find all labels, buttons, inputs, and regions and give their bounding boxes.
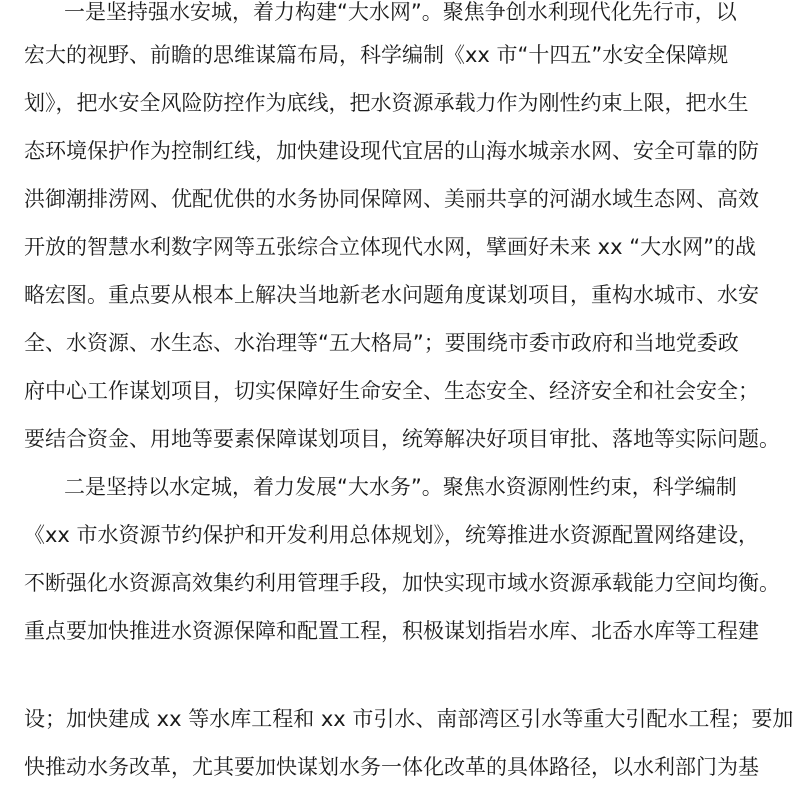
paragraph-1-line-7: 略宏图。重点要从根本上解决当地新老水问题角度谋划项目，重构水城市、水安 <box>24 283 759 307</box>
paragraph-1-line-3: 划》，把水安全风险防控作为底线，把水资源承载力作为刚性约束上限，把水生 <box>24 91 749 115</box>
paragraph-1-line-10: 要结合资金、用地等要素保障谋划项目，统筹解决好项目审批、落地等实际问题。 <box>24 427 780 451</box>
paragraph-2-line-2: 《xx 市水资源节约保护和开发利用总体规划》，统筹推进水资源配置网络建设， <box>24 523 760 547</box>
paragraph-1-line-8: 全、水资源、水生态、水治理等“五大格局”；要围绕市委市政府和当地党委政 <box>24 331 739 355</box>
paragraph-1-line-6: 开放的智慧水利数字网等五张综合立体现代水网，擘画好未来 xx “大水网”的战 <box>24 235 756 259</box>
paragraph-1-line-9: 府中心工作谋划项目，切实保障好生命安全、生态安全、经济安全和社会安全； <box>24 379 759 403</box>
paragraph-2-line-5: 设；加快建成 xx 等水库工程和 xx 市引水、南部湾区引水等重大引配水工程；要加 <box>24 707 794 731</box>
paragraph-2-line-4: 重点要加快推进水资源保障和配置工程，积极谋划指岩水库、北岙水库等工程建 <box>24 619 759 643</box>
paragraph-1-line-1: 一是坚持强水安城，着力构建“大水网”。聚焦争创水利现代化先行市，以 <box>64 0 737 24</box>
paragraph-1-line-4: 态环境保护作为控制红线，加快建设现代宜居的山海水城亲水网、安全可靠的防 <box>24 139 759 163</box>
paragraph-1-line-5: 洪御潮排涝网、优配优供的水务协同保障网、美丽共享的河湖水域生态网、高效 <box>24 187 759 211</box>
paragraph-2-line-6: 快推动水务改革，尤其要加快谋划水务一体化改革的具体路径，以水利部门为基 <box>24 755 759 779</box>
paragraph-2-line-3: 不断强化水资源高效集约利用管理手段，加快实现市域水资源承载能力空间均衡。 <box>24 571 780 595</box>
paragraph-1-line-2: 宏大的视野、前瞻的思维谋篇布局，科学编制《xx 市“十四五”水安全保障规 <box>24 43 729 67</box>
paragraph-2-line-1: 二是坚持以水定城，着力发展“大水务”。聚焦水资源刚性约束，科学编制 <box>64 475 737 499</box>
